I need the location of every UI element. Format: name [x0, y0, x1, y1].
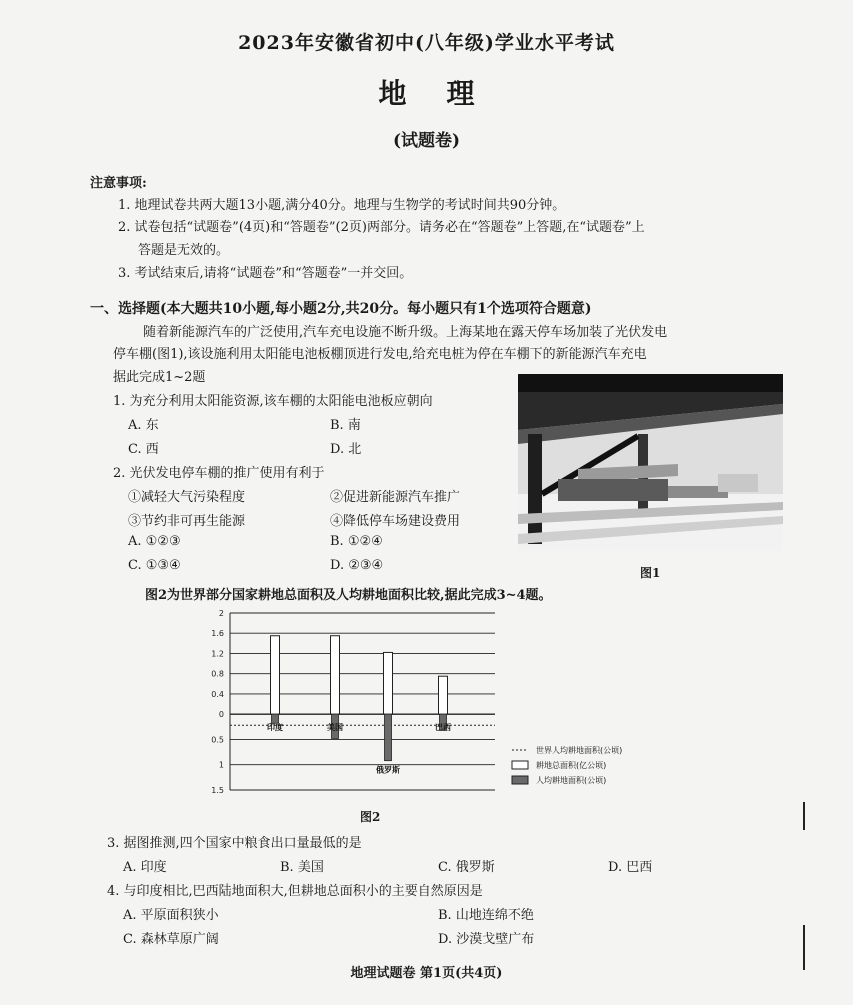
bar-total-area — [439, 676, 448, 714]
figure-1-photo — [518, 374, 783, 551]
bar-total-area — [271, 636, 280, 714]
y-tick-label: 0.4 — [211, 689, 224, 699]
y-tick-label: 0 — [218, 710, 224, 720]
chart-y-ticks — [211, 609, 224, 795]
paper-type-label: (试题卷) — [392, 131, 461, 151]
q1-option-c: C. 西 — [128, 442, 159, 457]
q4-stem: 4. 与印度相比,巴西陆地面积大,但耕地总面积小的主要自然原因是 — [107, 884, 483, 899]
y-tick-label: 1 — [218, 760, 224, 770]
chart-legend — [512, 745, 622, 785]
legend-swatch-total-area — [512, 761, 528, 769]
category-label: 美国 — [327, 723, 343, 733]
q4-option-d: D. 沙漠戈壁广布 — [438, 932, 535, 947]
q2-stem: 2. 光伏发电停车棚的推广使用有利于 — [113, 466, 325, 481]
subject-title: 地理 — [378, 77, 515, 110]
figure-2-intro: 图2为世界部分国家耕地总面积及人均耕地面积比较,据此完成3~4题。 — [145, 588, 552, 603]
q2-option-d: D. ②③④ — [330, 558, 384, 573]
q4-option-a: A. 平原面积狭小 — [123, 908, 219, 923]
y-tick-label: 1.5 — [211, 786, 224, 795]
figure-1-label: 图1 — [640, 566, 661, 580]
q2-statement-2: ②促进新能源汽车推广 — [330, 490, 461, 505]
binding-mark-top — [803, 802, 805, 830]
notice-item-2: 2. 试卷包括“试题卷”(4页)和“答题卷”(2页)两部分。请务必在“答题卷”上答题,在“试题卷”上 — [118, 220, 645, 235]
chart-gridlines — [230, 613, 495, 790]
intro-line-2: 停车棚(图1),该设施利用太阳能电池板棚顶进行发电,给充电桩为停在车棚下的新能源汽车充电 — [113, 347, 647, 362]
notice-item-2-cont: 答题是无效的。 — [138, 243, 230, 258]
q3-option-d: D. 巴西 — [608, 860, 653, 875]
y-tick-label: 2 — [218, 609, 224, 618]
y-tick-label: 1.6 — [211, 629, 224, 639]
figure-2-label: 图2 — [360, 810, 381, 824]
category-label: 巴西 — [435, 723, 451, 733]
q2-option-c: C. ①③④ — [128, 558, 181, 573]
q1-option-b: B. 南 — [330, 418, 361, 433]
notice-item-1: 1. 地理试卷共两大题13小题,满分40分。地理与生物学的考试时间共90分钟。 — [118, 198, 566, 213]
q2-option-b: B. ①②④ — [330, 534, 383, 549]
q3-stem: 3. 据图推测,四个国家中粮食出口量最低的是 — [107, 836, 362, 851]
exam-title: 2023年安徽省初中(八年级)学业水平考试 — [238, 32, 615, 54]
notice-item-3: 3. 考试结束后,请将“试题卷”和“答题卷”一并交回。 — [118, 266, 413, 281]
q3-option-a: A. 印度 — [123, 860, 167, 875]
figure-2-chart — [200, 603, 680, 803]
category-label: 俄罗斯 — [376, 765, 400, 775]
intro-line-1: 随着新能源汽车的广泛使用,汽车充电设施不断升级。上海某地在露天停车场加装了光伏发电 — [143, 325, 668, 340]
notice-heading: 注意事项: — [90, 176, 147, 191]
chart-category-labels — [267, 722, 451, 775]
page-footer: 地理试题卷 第1页(共4页) — [350, 966, 503, 981]
section-heading: 一、选择题(本大题共10小题,每小题2分,共20分。每小题只有1个选项符合题意) — [90, 301, 592, 317]
legend-label-reference: 世界人均耕地面积(公顷) — [536, 746, 623, 755]
category-label: 印度 — [267, 723, 283, 733]
q2-statement-3: ③节约非可再生能源 — [128, 514, 246, 529]
q3-option-b: B. 美国 — [280, 860, 324, 875]
legend-swatch-per-capita — [512, 776, 528, 784]
legend-label-total-area: 耕地总面积(亿公顷) — [536, 761, 607, 770]
bar-total-area — [331, 636, 340, 714]
bar-total-area — [384, 652, 393, 714]
q2-statement-1: ①减轻大气污染程度 — [128, 490, 246, 505]
y-tick-label: 0.5 — [211, 735, 224, 745]
legend-label-per-capita: 人均耕地面积(公顷) — [536, 776, 607, 785]
y-tick-label: 1.2 — [211, 649, 224, 659]
q1-option-d: D. 北 — [330, 442, 362, 457]
q3-option-c: C. 俄罗斯 — [438, 860, 495, 875]
bar-per-capita — [272, 714, 279, 723]
bar-per-capita — [385, 714, 392, 761]
q4-option-b: B. 山地连绵不绝 — [438, 908, 534, 923]
q1-option-a: A. 东 — [128, 418, 159, 433]
q2-statement-4: ④降低停车场建设费用 — [330, 514, 461, 529]
intro-line-3: 据此完成1~2题 — [113, 370, 206, 385]
q2-option-a: A. ①②③ — [128, 534, 181, 549]
q1-stem: 1. 为充分利用太阳能资源,该车棚的太阳能电池板应朝向 — [113, 394, 433, 409]
binding-mark-bottom — [803, 925, 805, 970]
q4-option-c: C. 森林草原广阔 — [123, 932, 219, 947]
y-tick-label: 0.8 — [211, 669, 224, 679]
chart-bars — [271, 636, 448, 761]
solar-carport-illustration — [518, 374, 783, 551]
